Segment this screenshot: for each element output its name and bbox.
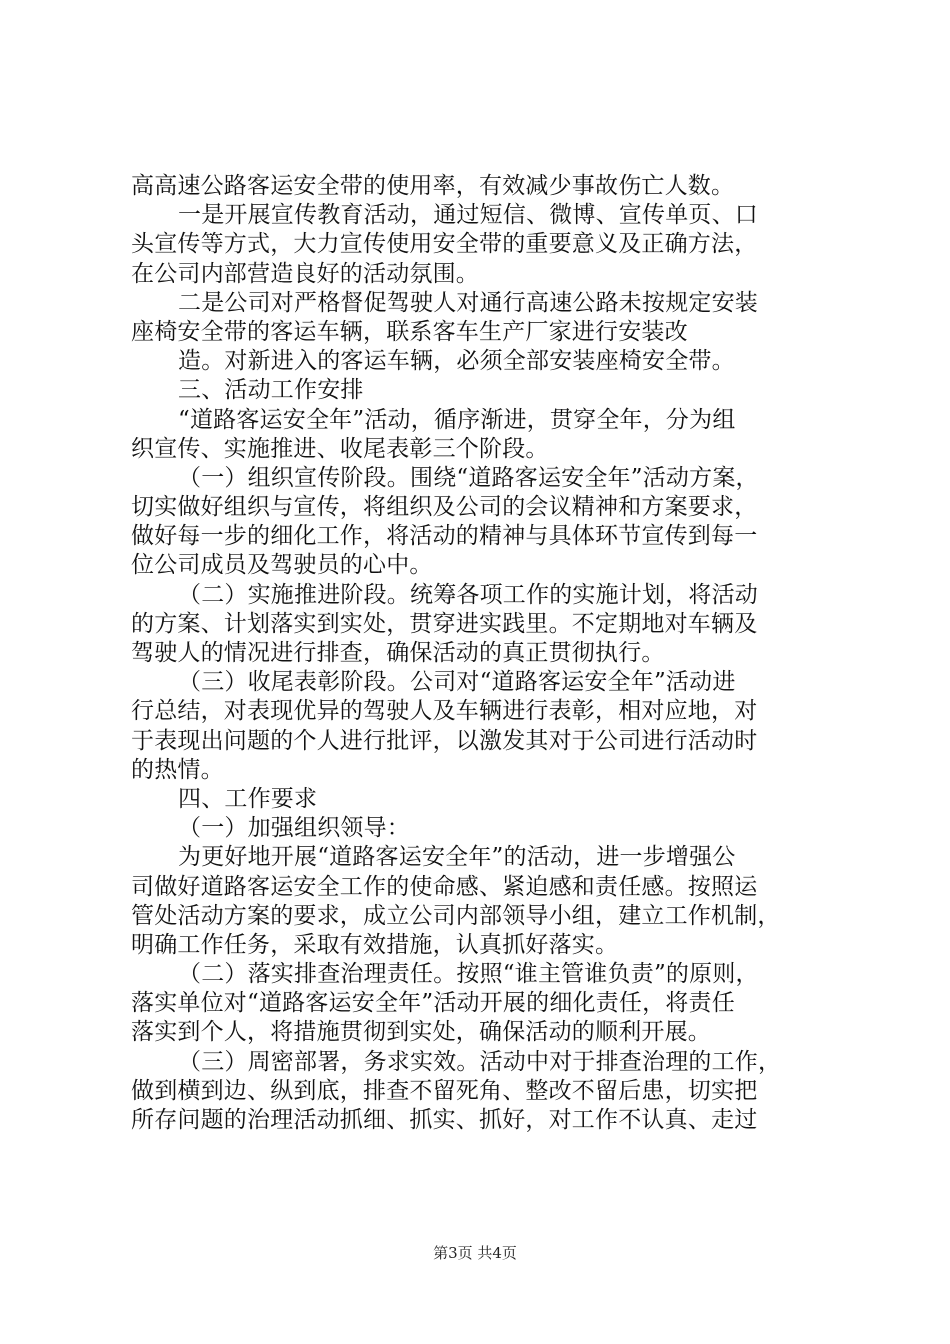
text-line: （二）落实排查治理责任。按照“谁主管谁负责”的原则， bbox=[178, 961, 759, 988]
text-line: （三）收尾表彰阶段。公司对“道路客运安全年”活动进 bbox=[178, 669, 736, 696]
text-line: 做好每一步的细化工作，将活动的精神与具体环节宣传到每一 bbox=[131, 523, 758, 550]
text-line: 头宣传等方式，大力宣传使用安全带的重要意义及正确方法， bbox=[131, 231, 758, 258]
text-line: 司做好道路客运安全工作的使命感、紧迫感和责任感。按照运 bbox=[131, 873, 758, 900]
text-line: 所存问题的治理活动抓细、抓实、抓好，对工作不认真、走过 bbox=[131, 1107, 758, 1133]
section-heading: 三、活动工作安排 bbox=[178, 377, 364, 404]
text-line: 于表现出问题的个人进行批评，以激发其对于公司进行活动时 bbox=[131, 727, 758, 754]
text-line: 管处活动方案的要求，成立公司内部领导小组，建立工作机制， bbox=[131, 902, 781, 929]
text-line: 高高速公路客运安全带的使用率，有效减少事故伤亡人数。 bbox=[131, 173, 735, 199]
text-line: 二是公司对严格督促驾驶人对通行高速公路未按规定安装 bbox=[178, 289, 758, 316]
text-line: 的热情。 bbox=[131, 756, 224, 783]
text-line: 造。对新进入的客运车辆，必须全部安装座椅安全带。 bbox=[178, 348, 735, 375]
text-line: 织宣传、实施推进、收尾表彰三个阶段。 bbox=[131, 435, 549, 462]
text-line: 在公司内部营造良好的活动氛围。 bbox=[131, 260, 479, 287]
text-line: 的方案、计划落实到实处，贯穿进实践里。不定期地对车辆及 bbox=[131, 610, 758, 637]
text-line: 座椅安全带的客运车辆，联系客车生产厂家进行安装改 bbox=[131, 318, 688, 345]
text-line: 一是开展宣传教育活动，通过短信、微博、宣传单页、口 bbox=[178, 202, 758, 229]
text-line: “道路客运安全年”活动，循序渐进，贯穿全年，分为组 bbox=[178, 406, 736, 433]
text-line: 切实做好组织与宣传，将组织及公司的会议精神和方案要求， bbox=[131, 494, 758, 521]
text-line: （二）实施推进阶段。统筹各项工作的实施计划，将活动 bbox=[178, 581, 758, 608]
text-line: 驾驶人的情况进行排查，确保活动的真正贯彻执行。 bbox=[131, 640, 665, 666]
subsection-heading: （一）加强组织领导： bbox=[178, 815, 410, 842]
text-line: 落实到个人，将措施贯彻到实处，确保活动的顺利开展。 bbox=[131, 1019, 711, 1046]
text-line: 位公司成员及驾驶员的心中。 bbox=[131, 552, 433, 579]
text-line: 明确工作任务，采取有效措施，认真抓好落实。 bbox=[131, 931, 619, 958]
text-line: 为更好地开展“道路客运安全年”的活动，进一步增强公 bbox=[178, 844, 736, 871]
page-number-footer: 第3页 共4页 bbox=[433, 1244, 517, 1262]
section-heading: 四、工作要求 bbox=[178, 785, 318, 812]
document-body bbox=[131, 172, 831, 1135]
text-line: 行总结，对表现优异的驾驶人及车辆进行表彰，相对应地，对 bbox=[131, 698, 758, 725]
text-line: （一）组织宣传阶段。围绕“道路客运安全年”活动方案， bbox=[178, 464, 759, 491]
text-line: 落实单位对“道路客运安全年”活动开展的细化责任，将责任 bbox=[131, 990, 735, 1017]
text-line: 做到横到边、纵到底，排查不留死角、整改不留后患，切实把 bbox=[131, 1077, 758, 1104]
text-line: （三）周密部署，务求实效。活动中对于排查治理的工作， bbox=[178, 1048, 782, 1075]
